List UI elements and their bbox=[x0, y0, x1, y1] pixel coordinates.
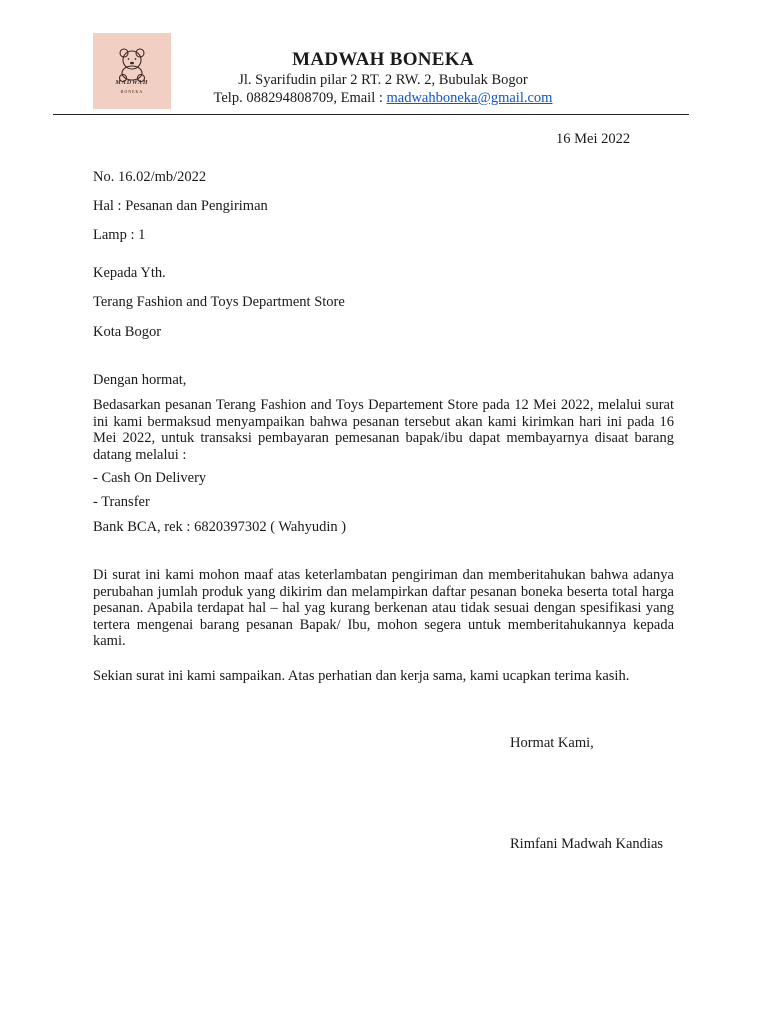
letter-date: 16 Mei 2022 bbox=[556, 131, 631, 147]
payment-option: - Transfer bbox=[93, 494, 150, 510]
email-link[interactable]: madwahboneka@gmail.com bbox=[386, 90, 553, 106]
recipient-salutation: Kepada Yth. bbox=[93, 265, 166, 281]
closing-sentence: Sekian surat ini kami sampaikan. Atas perhatian dan kerja sama, kami ucapkan terima kasih. bbox=[93, 668, 630, 684]
bank-account: Bank BCA, rek : 6820397302 ( Wahyudin ) bbox=[93, 519, 347, 535]
closing-salutation: Hormat Kami, bbox=[510, 735, 594, 751]
company-name: MADWAH BONEKA bbox=[292, 49, 474, 70]
company-address: Jl. Syarifudin pilar 2 RT. 2 RW. 2, Bubulak Bogor bbox=[238, 72, 528, 88]
greeting: Dengan hormat, bbox=[93, 372, 187, 388]
recipient-city: Kota Bogor bbox=[93, 324, 162, 340]
recipient-name: Terang Fashion and Toys Department Store bbox=[93, 294, 345, 310]
logo-wordmark: MADWAH bbox=[115, 80, 149, 86]
letter-number: No. 16.02/mb/2022 bbox=[93, 169, 207, 185]
signatory-name: Rimfani Madwah Kandias bbox=[510, 836, 664, 852]
body-paragraph-order: Bedasarkan pesanan Terang Fashion and Toys Departement Store pada 12 Mei 2022, melalui surat ini kami bermaksud menyampaikan bahwa pesanan tersebut akan kami kirimkan hari ini pada 16 Mei 2022, untuk transaksi pembayaran pemesanan bapak/ibu dapat membayarnya disaat barang datang melalui : bbox=[93, 397, 674, 463]
contact-phone-text: Telp. 088294808709, Email : bbox=[213, 90, 387, 106]
letter-attachment: Lamp : 1 bbox=[93, 227, 146, 243]
body-paragraph-apology: Di surat ini kami mohon maaf atas keterlambatan pengiriman dan memberitahukan bahwa adanya perubahan jumlah produk yang dikirim dan melampirkan daftar pesanan boneka beserta total harga pesanan. Apabila terdapat hal – hal yag kurang berkenan atau tidak sesuai dengan spesifikasi yang tertera mengenai barang pesanan Bapak/ Ibu, mohon segera untuk memberitahukannya kepada kami. bbox=[93, 567, 674, 649]
logo-subtext: BONEKA bbox=[120, 89, 144, 94]
letterhead-divider bbox=[53, 114, 689, 115]
letter-subject: Hal : Pesanan dan Pengiriman bbox=[93, 198, 268, 214]
company-contact bbox=[160, 90, 606, 107]
payment-option: - Cash On Delivery bbox=[93, 470, 207, 486]
